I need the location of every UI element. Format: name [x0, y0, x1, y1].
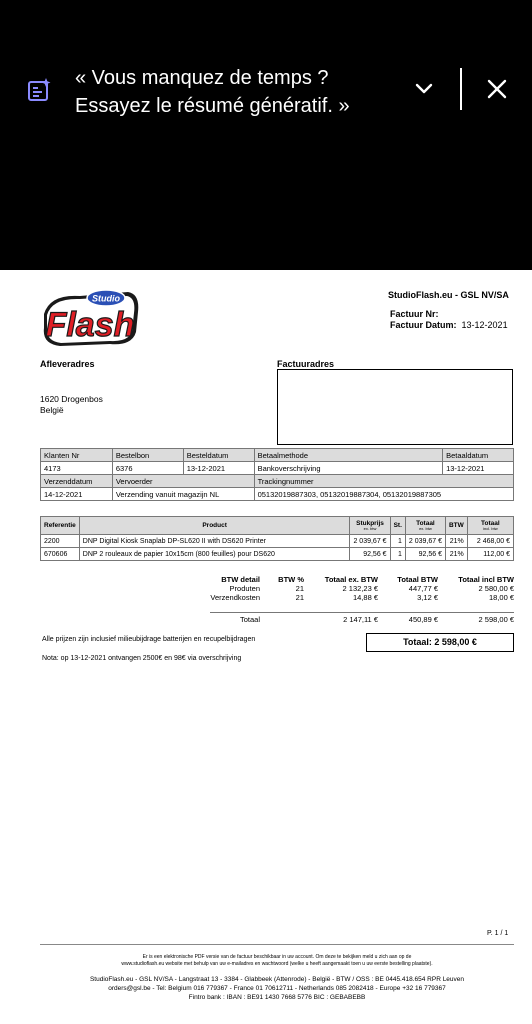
footer-line-1: StudioFlash.eu - GSL NV/SA - Langstraat 13 - 3384 - Glabbeek (Attenrode) - België - BTW / OSS : BE 0445.418.654 RPR Leuven — [89, 976, 465, 983]
prices-note: Alle prijzen zijn inclusief milieubijdrage batterijen en recupelbijdragen — [42, 636, 256, 643]
order-info-header-row — [41, 449, 514, 462]
vat-total-divider — [210, 612, 514, 613]
vat-row-vat: 447,77 € — [408, 584, 438, 593]
header-tracking: Trackingnummer — [254, 475, 513, 488]
invoice-date — [390, 320, 508, 330]
vat-total-ex: 2 147,11 € — [343, 615, 378, 624]
vat-total-row — [200, 615, 514, 624]
vat-row-total-ex: 2 132,23 € — [342, 584, 378, 593]
delivery-city: 1620 Drogenbos — [40, 394, 103, 404]
header-reference: Referentie — [41, 517, 80, 535]
product-name: DNP Digital Kiosk Snaplab DP-SL620 II with DS620 Printer — [79, 535, 350, 548]
header-order-date: Besteldatum — [183, 449, 254, 462]
delivery-address-title: Afleveradres — [40, 359, 95, 369]
total-incl-sub: incl. btw — [483, 526, 498, 531]
product-unit-price: 92,56 € — [350, 548, 390, 561]
delivery-address — [40, 394, 103, 416]
vat-summary-row — [200, 593, 514, 602]
header-payment-method: Betaalmethode — [254, 449, 443, 462]
vat-total-label: Totaal — [239, 615, 260, 624]
product-total-ex: 2 039,67 € — [405, 535, 445, 548]
vat-row-total-incl: 18,00 € — [488, 593, 514, 602]
header-order-form: Bestelbon — [112, 449, 183, 462]
header-vat: BTW — [445, 517, 467, 535]
banner-line-1: « Vous manquez de temps ? — [75, 67, 329, 89]
total-incl-label: Totaal — [481, 520, 500, 527]
billing-address-title: Factuuradres — [277, 359, 335, 369]
invoice-document — [0, 270, 532, 1024]
vat-total — [200, 615, 514, 624]
product-qty: 1 — [390, 548, 405, 561]
footer-company-info — [40, 975, 514, 1002]
table-row — [41, 548, 514, 561]
delivery-country: België — [40, 405, 64, 415]
header-payment-date: Betaaldatum — [443, 449, 514, 462]
vat-row-label: Verzendkosten — [210, 593, 260, 602]
vat-summary-row — [200, 584, 514, 593]
order-form-nr: 6376 — [112, 462, 183, 475]
chevron-down-icon[interactable] — [412, 79, 436, 99]
product-total-incl: 112,00 € — [467, 548, 513, 561]
footer-divider — [40, 944, 514, 945]
header-customer-nr: Klanten Nr — [41, 449, 113, 462]
header-total-incl — [467, 517, 513, 535]
vat-detail-header: BTW detail — [221, 575, 260, 584]
payment-date: 13-12-2021 — [443, 462, 514, 475]
footer-notice-line-1: Er is een elektronische PDF versie van de factuur beschikbaar in uw account. Om deze te bekijken meld u zich aan op de — [142, 954, 412, 960]
product-reference: 670606 — [41, 548, 80, 561]
invoice-date-label: Factuur Datum: — [390, 320, 457, 330]
payment-method: Bankoverschrijving — [254, 462, 443, 475]
product-total-incl: 2 468,00 € — [467, 535, 513, 548]
order-info-value-row — [41, 462, 514, 475]
product-reference: 2200 — [41, 535, 80, 548]
footer-line-2: orders@gsl.be - Tel: Belgium 016 779367 - France 01 70612711 - Netherlands 085 2082418 - Europe +32 16 779367 — [108, 985, 446, 992]
vat-row-label: Produten — [229, 584, 260, 593]
footer-notice — [40, 954, 514, 968]
total-ex-label: Totaal — [416, 520, 435, 527]
header-product: Product — [79, 517, 350, 535]
product-header-row — [41, 517, 514, 535]
logo-studio-text: Studio — [92, 293, 120, 304]
vat-row-pct: 21 — [295, 593, 304, 602]
product-vat: 21% — [445, 535, 467, 548]
vat-pct-header: BTW % — [278, 575, 304, 584]
shipping-value-row — [41, 488, 514, 501]
header-total-ex — [405, 517, 445, 535]
product-vat: 21% — [445, 548, 467, 561]
footer-notice-line-2: www.studioflash.eu website met behulp van uw e-mailadres en wachtwoord (welke u heeft aangemaakt toen u uw eerste bestelling plaatste). — [121, 961, 433, 967]
footer-line-3: Fintro bank : IBAN : BE91 1430 7668 5776 BIC : GEBABEBB — [188, 994, 366, 1001]
ai-summary-icon — [26, 77, 52, 103]
vat-total-vat: 450,89 € — [408, 615, 438, 624]
tracking-numbers: 05132019887303, 05132019887304, 05132019887305 — [254, 488, 513, 501]
logo-flash-text: Flash — [45, 306, 135, 344]
grand-total: Totaal: 2 598,00 € — [366, 633, 514, 652]
vat-total-header: Totaal BTW — [397, 575, 438, 584]
page-number: P. 1 / 1 — [487, 930, 509, 937]
carrier: Verzending vanuit magazijn NL — [112, 488, 254, 501]
order-info-table — [40, 448, 514, 501]
product-unit-price: 2 039,67 € — [350, 535, 390, 548]
shipping-header-row — [41, 475, 514, 488]
vat-row-total-incl: 2 580,00 € — [478, 584, 514, 593]
ship-date: 14-12-2021 — [41, 488, 113, 501]
vat-total-incl-header: Totaal incl BTW — [458, 575, 514, 584]
company-name: StudioFlash.eu - GSL NV/SA — [388, 290, 509, 300]
vat-summary — [200, 575, 514, 602]
product-total-ex: 92,56 € — [405, 548, 445, 561]
header-unit-price — [350, 517, 390, 535]
vat-row-pct: 21 — [295, 584, 304, 593]
table-row — [41, 535, 514, 548]
header-carrier: Vervoerder — [112, 475, 254, 488]
studioflash-logo — [40, 284, 142, 350]
vat-row-total-ex: 14,88 € — [352, 593, 378, 602]
product-name: DNP 2 rouleaux de papier 10x15cm (800 feuilles) pour DS620 — [79, 548, 350, 561]
banner-message[interactable] — [75, 64, 405, 120]
unit-price-label: Stukprijs — [356, 520, 384, 527]
generative-summary-banner — [0, 0, 532, 270]
vat-total-incl: 2 598,00 € — [478, 615, 514, 624]
banner-divider — [460, 68, 462, 110]
customer-nr: 4173 — [41, 462, 113, 475]
order-date: 13-12-2021 — [183, 462, 254, 475]
billing-address-box — [277, 369, 513, 445]
product-qty: 1 — [390, 535, 405, 548]
unit-price-sub: ex. btw — [363, 526, 377, 531]
close-icon[interactable] — [484, 76, 510, 102]
invoice-date-value: 13-12-2021 — [461, 320, 508, 330]
vat-total-ex-header: Totaal ex. BTW — [324, 575, 378, 584]
product-table — [40, 516, 514, 561]
banner-line-2: Essayez le résumé génératif. » — [75, 95, 350, 117]
payment-note: Nota: op 13-12-2021 ontvangen 2500€ en 98€ via overschrijving — [42, 655, 242, 662]
header-ship-date: Verzenddatum — [41, 475, 113, 488]
vat-summary-header — [200, 575, 514, 584]
vat-row-vat: 3,12 € — [417, 593, 438, 602]
header-qty: St. — [390, 517, 405, 535]
invoice-number-label: Factuur Nr: — [390, 309, 439, 319]
total-ex-sub: ex. btw — [419, 526, 432, 531]
